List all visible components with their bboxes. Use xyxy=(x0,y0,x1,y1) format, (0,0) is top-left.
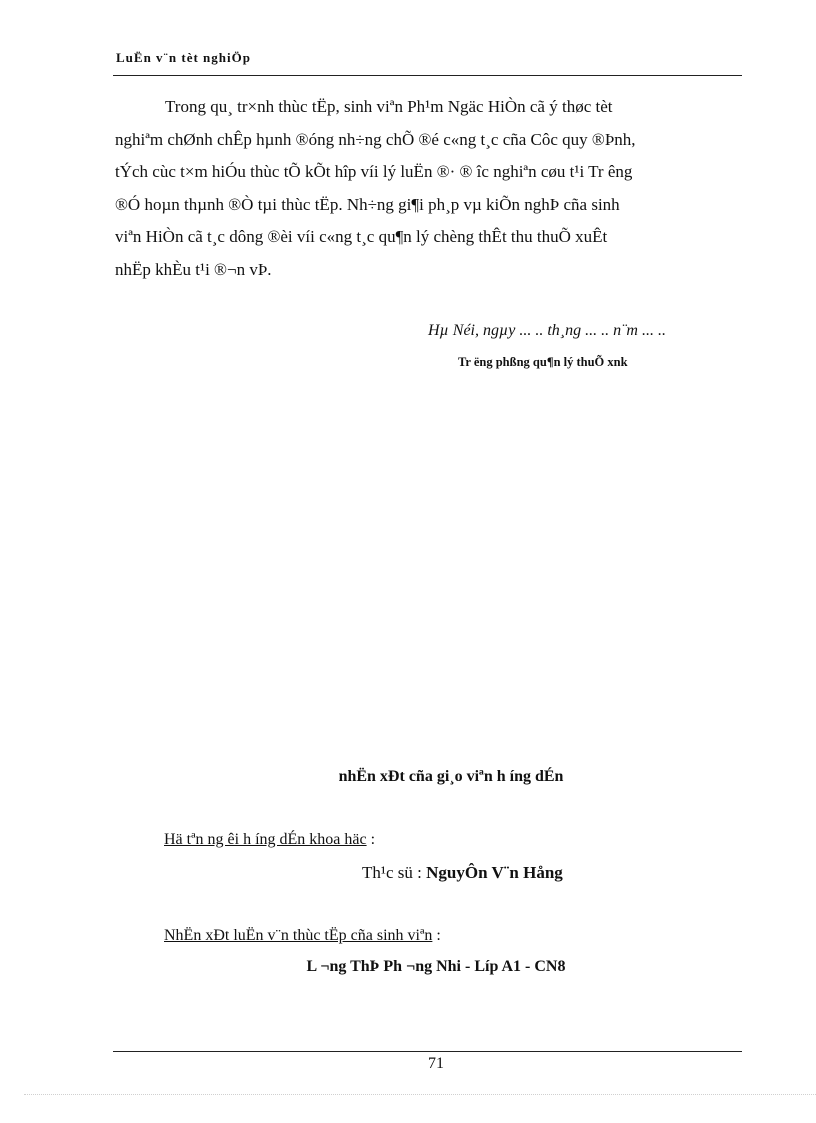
page-number: 71 xyxy=(428,1055,444,1072)
paragraph-line: viªn HiÒn cã t¸c dông ®èi víi c«ng t¸c qu¶n lý chèng thÊt thu thuÕ xuÊt xyxy=(115,227,608,247)
footer-rule xyxy=(113,1051,742,1052)
header-rule xyxy=(113,75,742,76)
advisor-label xyxy=(164,831,375,849)
advisor-label-text: Hä tªn ng êi h íng dÉn khoa häc xyxy=(164,831,367,848)
advisor-degree: Th¹c sü : xyxy=(362,863,427,882)
review-label-colon: : xyxy=(432,927,441,944)
advisor-name: NguyÔn V¨n Hång xyxy=(426,863,563,882)
paragraph-line: tÝch cùc t×m hiÓu thùc tÕ kÕt hîp víi lý luËn ®· ® îc nghiªn cøu t¹i Tr êng xyxy=(115,162,633,182)
signature-role: Tr ëng phßng qu¶n lý thuÕ xnk xyxy=(458,355,628,369)
review-label-text: NhËn xÐt luËn v¨n thùc tËp cña sinh viªn xyxy=(164,927,433,944)
signature-date-line: Hµ Néi, ngµy ... .. th¸ng ... .. n¨m ... .. xyxy=(428,322,666,339)
section-title: nhËn xÐt cña gi¸o viªn h íng dÉn xyxy=(338,768,564,785)
paragraph-line: nghiªm chØnh chÊp hµnh ®óng nh÷ng chÕ ®é c«ng t¸c cña Côc quy ®Þnh, xyxy=(115,129,636,149)
advisor-line xyxy=(362,863,563,883)
evaluation-paragraph xyxy=(115,91,741,287)
review-label xyxy=(164,927,441,945)
page-boundary-dots xyxy=(24,1094,816,1095)
paragraph-line: nhËp khÈu t¹i ®¬n vÞ. xyxy=(115,259,272,279)
running-header: LuËn v¨n tèt nghiÖp xyxy=(116,50,251,65)
student-line: L ¬ng ThÞ Ph ¬ng Nhi - Líp A1 - CN8 xyxy=(306,958,566,975)
paragraph-line: Trong qu¸ tr×nh thùc tËp, sinh viªn Ph¹m Ngäc HiÒn cã ý thøc tèt xyxy=(165,97,613,116)
advisor-label-colon: : xyxy=(366,831,376,848)
paragraph-line: ®Ó hoµn thµnh ®Ò tµi thùc tËp. Nh÷ng gi¶i ph¸p vµ kiÕn nghÞ cña sinh xyxy=(115,194,620,214)
